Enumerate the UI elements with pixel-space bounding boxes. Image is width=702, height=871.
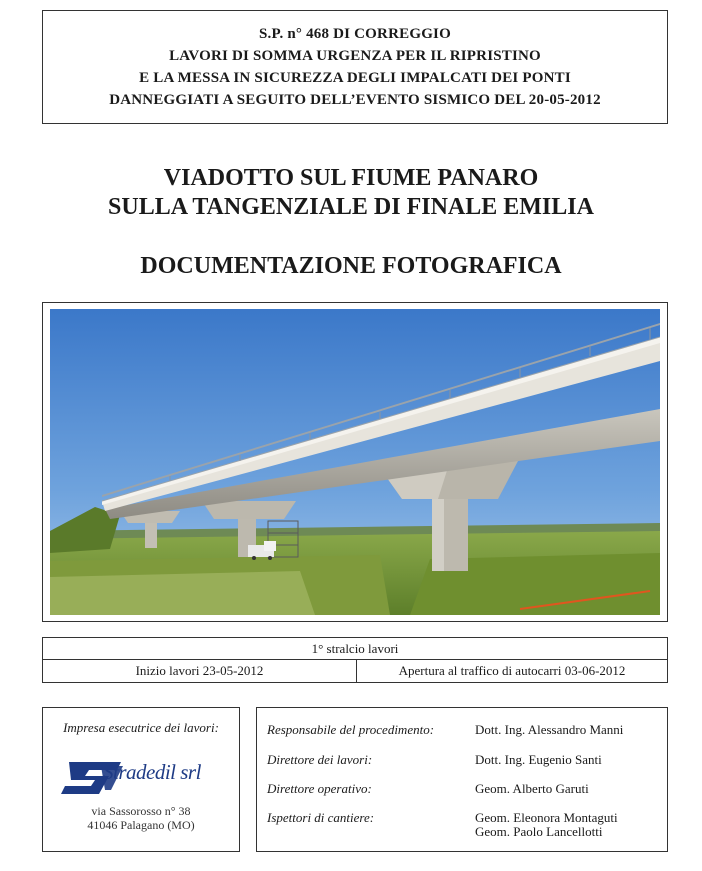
header-line-4: DANNEGGIATI A SEGUITO DELL’EVENTO SISMICO DEL 20-05-2012 — [109, 92, 601, 108]
works-phase: 1° stralcio lavori — [43, 638, 667, 660]
document-title: DOCUMENTAZIONE FOTOGRAFICA — [140, 253, 562, 279]
header-box — [42, 10, 668, 124]
staff-role: Direttore operativo: — [267, 781, 372, 796]
photo-frame — [42, 302, 668, 622]
company-name: Stradedil srl — [103, 760, 201, 784]
header-line-3: E LA MESSA IN SICUREZZA DEGLI IMPALCATI DEI PONTI — [139, 70, 571, 86]
title-line-1: VIADOTTO SUL FIUME PANARO — [163, 165, 539, 191]
header-line-2: LAVORI DI SOMMA URGENZA PER IL RIPRISTINO — [169, 48, 541, 64]
staff-name: Geom. Alberto Garuti — [475, 781, 589, 796]
staff-name: Dott. Ing. Alessandro Manni — [475, 722, 624, 737]
company-label: Impresa esecutrice dei lavori: — [63, 720, 219, 735]
staff-role: Direttore dei lavori: — [267, 752, 373, 767]
staff-role: Responsabile del procedimento: — [267, 722, 435, 737]
company-box — [42, 707, 240, 852]
company-address-street: via Sassorosso n° 38 — [91, 804, 191, 818]
staff-box — [256, 707, 668, 852]
staff-name: Geom. Paolo Lancellotti — [475, 824, 603, 839]
viaduct-photo — [50, 309, 660, 615]
header-line-1: S.P. n° 468 DI CORREGGIO — [259, 26, 451, 42]
works-table — [42, 637, 668, 683]
title-line-2: SULLA TANGENZIALE DI FINALE EMILIA — [108, 194, 594, 220]
works-start-date: Inizio lavori 23-05-2012 — [43, 660, 357, 682]
works-opening-date: Apertura al traffico di autocarri 03-06-2012 — [398, 663, 626, 678]
staff-role: Ispettori di cantiere: — [267, 810, 375, 825]
staff-name: Geom. Eleonora Montaguti — [475, 810, 618, 825]
staff-name: Dott. Ing. Eugenio Santi — [475, 752, 602, 767]
company-address-city: 41046 Palagano (MO) — [87, 818, 195, 832]
